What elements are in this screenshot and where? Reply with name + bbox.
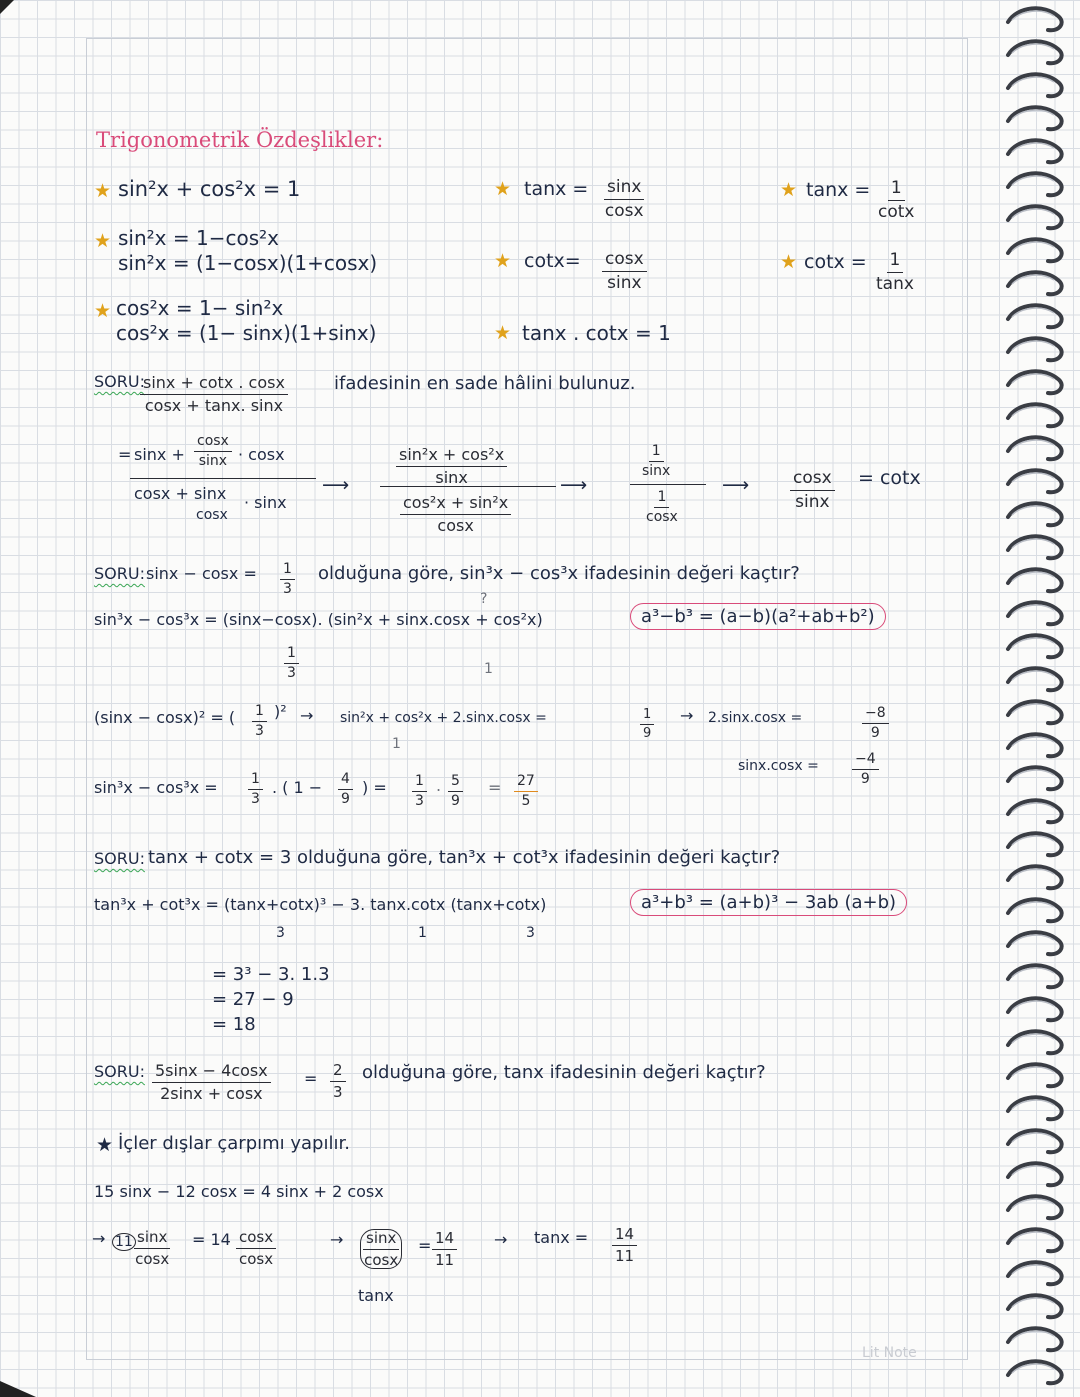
arrow-right-icon: → <box>300 706 314 725</box>
q1-step3-denominator <box>646 490 678 526</box>
q4-prompt: olduğuna göre, tanx ifadesinin değeri kaçtır? <box>362 1062 766 1083</box>
fraction-denominator: 2sinx + cosx <box>160 1083 263 1103</box>
q4-answer-fraction <box>612 1226 637 1264</box>
corner-mark <box>0 1381 36 1397</box>
q2-line2-rhs: )² <box>274 702 287 721</box>
q4-tan-fraction <box>360 1229 402 1269</box>
question-label: SORU: <box>94 1062 145 1081</box>
q2-under-one: 1 <box>484 661 493 677</box>
star-icon: ★ <box>94 230 112 252</box>
q4-line1: 15 sinx − 12 cosx = 4 sinx + 2 cosx <box>94 1182 384 1201</box>
brand-watermark: Lit Note <box>862 1345 917 1361</box>
fraction-denominator: 3 <box>415 793 424 810</box>
q2-step-product: sinx.cosx = <box>738 758 819 774</box>
q2-line2-one: 1 <box>392 736 401 752</box>
fraction-denominator: cosx <box>437 515 474 535</box>
fraction-denominator: 9 <box>643 726 652 742</box>
q1-step1-den-b: · sinx <box>244 493 287 512</box>
fraction-numerator: 2 <box>330 1062 346 1082</box>
q4-tanx-label: tanx <box>358 1286 394 1305</box>
q1-step2-denominator <box>400 494 511 534</box>
q2-step-double-product-value <box>862 706 889 742</box>
fraction-numerator: 1 <box>888 179 905 201</box>
arrow-right-icon: ⟶ <box>722 474 750 496</box>
q2-line3-fraction <box>248 772 263 808</box>
fraction-denominator: 3 <box>255 723 264 740</box>
fraction-denominator: 9 <box>451 793 460 810</box>
q2-under-fraction <box>284 646 299 682</box>
q4-note: İçler dışlar çarpımı yapılır. <box>118 1133 350 1154</box>
fraction-numerator: 1 <box>252 704 267 722</box>
fraction-numerator: sinx + cotx . cosx <box>140 374 288 395</box>
q2-line3-fraction-b <box>448 774 463 810</box>
q1-expression <box>140 374 288 414</box>
q4-line2-eq: = <box>418 1236 432 1255</box>
q1-step4-fraction <box>790 469 835 511</box>
fraction-numerator: cosx <box>790 469 835 491</box>
fraction-denominator: cosx <box>604 200 644 221</box>
fraction-denominator: 3 <box>333 1082 343 1101</box>
fraction-numerator: sinx <box>604 178 644 200</box>
question-label: SORU: <box>94 564 145 583</box>
q4-given-fraction <box>330 1062 346 1100</box>
q4-result-label: tanx = <box>534 1228 589 1247</box>
q1-step1-num-a: sinx + <box>134 445 185 464</box>
fraction-denominator: 9 <box>870 725 880 742</box>
fraction-numerator: 27 <box>514 774 538 792</box>
fraction-denominator: cosx <box>239 1249 274 1268</box>
fraction-denominator: 5 <box>521 793 531 810</box>
q1-step1-eq: = <box>118 445 132 464</box>
q2-given-lhs: sinx − cosx = <box>146 564 257 583</box>
q4-expression <box>152 1062 271 1102</box>
fraction-numerator: −8 <box>862 706 889 724</box>
identity-cos-squared: cos²x = 1− sin²x <box>116 296 284 320</box>
q3-under-value: 1 <box>418 925 427 941</box>
fraction-denominator: sinx <box>607 272 642 293</box>
fraction-numerator: cosx <box>602 250 647 272</box>
star-icon: ★ <box>94 300 112 322</box>
q2-given-fraction <box>280 562 295 598</box>
q3-answer: = 18 <box>212 1014 256 1035</box>
fraction-denominator: tanx <box>876 273 914 294</box>
fraction-numerator: 14 <box>612 1226 637 1246</box>
identity-tan-fraction <box>604 178 644 220</box>
q3-under-value: 3 <box>526 925 535 941</box>
star-icon: ★ <box>94 180 112 202</box>
fraction-numerator: 1 <box>248 772 263 790</box>
fraction-numerator: cosx <box>236 1229 276 1249</box>
star-icon: ★ <box>780 251 798 273</box>
star-icon: ★ <box>494 322 512 344</box>
fraction-denominator: 3 <box>283 581 292 598</box>
fraction-denominator: 11 <box>615 1246 635 1265</box>
arrow-right-icon: → <box>494 1230 508 1249</box>
fraction-numerator: 5sinx − 4cosx <box>152 1062 271 1083</box>
q1-step1-inner-fraction <box>194 434 232 470</box>
arrow-right-icon: ⟶ <box>560 474 588 496</box>
fraction-numerator: 1 <box>412 774 427 792</box>
identity-cot-label: cotx= <box>524 250 581 272</box>
fraction-denominator: cosx <box>364 1250 399 1269</box>
fraction-denominator: 3 <box>251 791 260 808</box>
q1-result: = cotx <box>858 467 921 489</box>
fraction-denominator: 11 <box>435 1250 455 1269</box>
identity-cot-reciprocal-fraction <box>876 251 914 293</box>
identity-tan-cot-product: tanx . cotx = 1 <box>522 321 671 345</box>
page-title: Trigonometrik Özdeşlikler: <box>96 128 384 152</box>
fraction-numerator: 1 <box>887 251 904 273</box>
q2-line3-mid-a: . ( 1 − <box>272 778 323 797</box>
q2-line1: sin³x − cos³x = (sinx−cosx). (sin²x + sinx.cosx + cos²x) <box>94 610 543 629</box>
arrow-right-icon: ⟶ <box>322 474 350 496</box>
q3-prompt: tanx + cotx = 3 olduğuna göre, tan³x + cot³x ifadesinin değeri kaçtır? <box>148 847 781 868</box>
q2-line3-mid-b: ) = <box>362 778 387 797</box>
fraction-denominator: sinx <box>795 491 830 512</box>
q2-step-product-value <box>852 752 879 788</box>
fraction-numerator: 1 <box>280 562 295 580</box>
fraction-denominator: cotx <box>878 201 915 222</box>
q4-ratio-value <box>432 1230 457 1268</box>
fraction-numerator: cos²x + sin²x <box>400 494 511 515</box>
fraction-denominator: sinx <box>642 463 671 480</box>
q2-formula-box: a³−b³ = (a−b)(a²+ab+b²) <box>630 603 886 630</box>
question-label: SORU: <box>94 372 145 391</box>
fraction-bar <box>130 478 316 479</box>
q1-step3-numerator <box>642 444 670 480</box>
q2-line3-eq: = <box>488 778 502 797</box>
arrow-right-icon: → <box>92 1229 106 1248</box>
fraction-numerator: sin²x + cos²x <box>396 446 507 467</box>
star-icon: ★ <box>494 178 512 200</box>
corner-mark <box>0 0 14 14</box>
q3-calc-1: = 3³ − 3. 1.3 <box>212 964 330 985</box>
q2-line3-lhs: sin³x − cos³x = <box>94 778 218 797</box>
q2-line2-result-fraction <box>640 708 654 742</box>
identity-tan-reciprocal-label: tanx = <box>806 179 871 201</box>
fraction-numerator: 14 <box>432 1230 457 1250</box>
star-icon: ★ <box>780 179 798 201</box>
fraction-denominator: cosx <box>135 1249 170 1268</box>
q2-line2-fraction <box>252 704 267 740</box>
question-label: SORU: <box>94 849 145 868</box>
q3-under-value: 3 <box>276 925 285 941</box>
q1-prompt: ifadesinin en sade hâlini bulunuz. <box>334 373 636 394</box>
q2-step-double-product: 2.sinx.cosx = <box>708 710 803 726</box>
identity-cot-reciprocal-label: cotx = <box>804 251 867 273</box>
fraction-numerator: 1 <box>284 646 299 664</box>
star-icon: ★ <box>494 250 512 272</box>
fraction-numerator: sinx <box>363 1230 399 1250</box>
fraction-denominator: cosx + tanx. sinx <box>144 395 284 415</box>
fraction-denominator: 9 <box>341 791 350 808</box>
star-icon: ★ <box>96 1134 114 1156</box>
q1-step1-den-c: cosx <box>196 507 228 523</box>
fraction-denominator: 9 <box>860 771 870 788</box>
fraction-denominator: 3 <box>287 665 296 682</box>
q2-line3-inner-fraction <box>338 772 353 808</box>
identity-cos-squared-factored: cos²x = (1− sinx)(1+sinx) <box>116 321 377 345</box>
arrow-right-icon: → <box>330 1230 344 1249</box>
q1-step1-den-a: cosx + sinx <box>134 484 227 503</box>
q2-line3-dot: . <box>436 776 442 795</box>
fraction-numerator: 1 <box>654 490 669 508</box>
q1-step1-num-b: · cosx <box>238 445 285 464</box>
q1-step2-numerator <box>396 446 507 486</box>
q3-calc-2: = 27 − 9 <box>212 989 294 1010</box>
fraction-bar <box>380 486 556 487</box>
q3-line1: tan³x + cot³x = (tanx+cotx)³ − 3. tanx.cotx (tanx+cotx) <box>94 895 547 914</box>
q2-line3-fraction-a <box>412 774 427 810</box>
q2-question-mark: ? <box>480 591 488 607</box>
q2-answer-fraction <box>514 774 538 810</box>
fraction-numerator: 4 <box>338 772 353 790</box>
q4-cos-fraction <box>236 1229 276 1267</box>
fraction-numerator: −4 <box>852 752 879 770</box>
q4-line2-mid: = 14 <box>192 1230 231 1249</box>
identity-sin-squared: sin²x = 1−cos²x <box>118 226 279 250</box>
fraction-numerator: 1 <box>649 444 664 462</box>
identity-cot-fraction <box>602 250 647 292</box>
identity-sin-squared-factored: sin²x = (1−cosx)(1+cosx) <box>118 251 378 275</box>
fraction-denominator: sinx <box>198 453 228 470</box>
q2-line2-lhs: (sinx − cosx)² = ( <box>94 708 236 727</box>
fraction-numerator: cosx <box>194 434 232 452</box>
identity-pythagorean: sin²x + cos²x = 1 <box>118 177 301 201</box>
q2-line2-expand: sin²x + cos²x + 2.sinx.cosx = <box>340 710 547 726</box>
q2-prompt: olduğuna göre, sin³x − cos³x ifadesinin değeri kaçtır? <box>318 563 800 584</box>
q4-eq: = <box>304 1069 318 1088</box>
identity-tan-label: tanx = <box>524 178 589 200</box>
q4-coefficient: 11 <box>112 1233 136 1251</box>
fraction-denominator: cosx <box>646 509 678 526</box>
fraction-numerator: sinx <box>134 1229 170 1249</box>
identity-tan-reciprocal-fraction <box>878 179 914 221</box>
q4-ratio-fraction <box>134 1229 170 1267</box>
fraction-numerator: 1 <box>640 708 654 725</box>
spiral-binding <box>1000 0 1080 1397</box>
fraction-denominator: sinx <box>435 467 468 487</box>
q3-formula-box: a³+b³ = (a+b)³ − 3ab (a+b) <box>630 889 907 916</box>
arrow-right-icon: → <box>680 706 694 725</box>
fraction-bar <box>630 484 706 485</box>
fraction-numerator: 5 <box>448 774 463 792</box>
